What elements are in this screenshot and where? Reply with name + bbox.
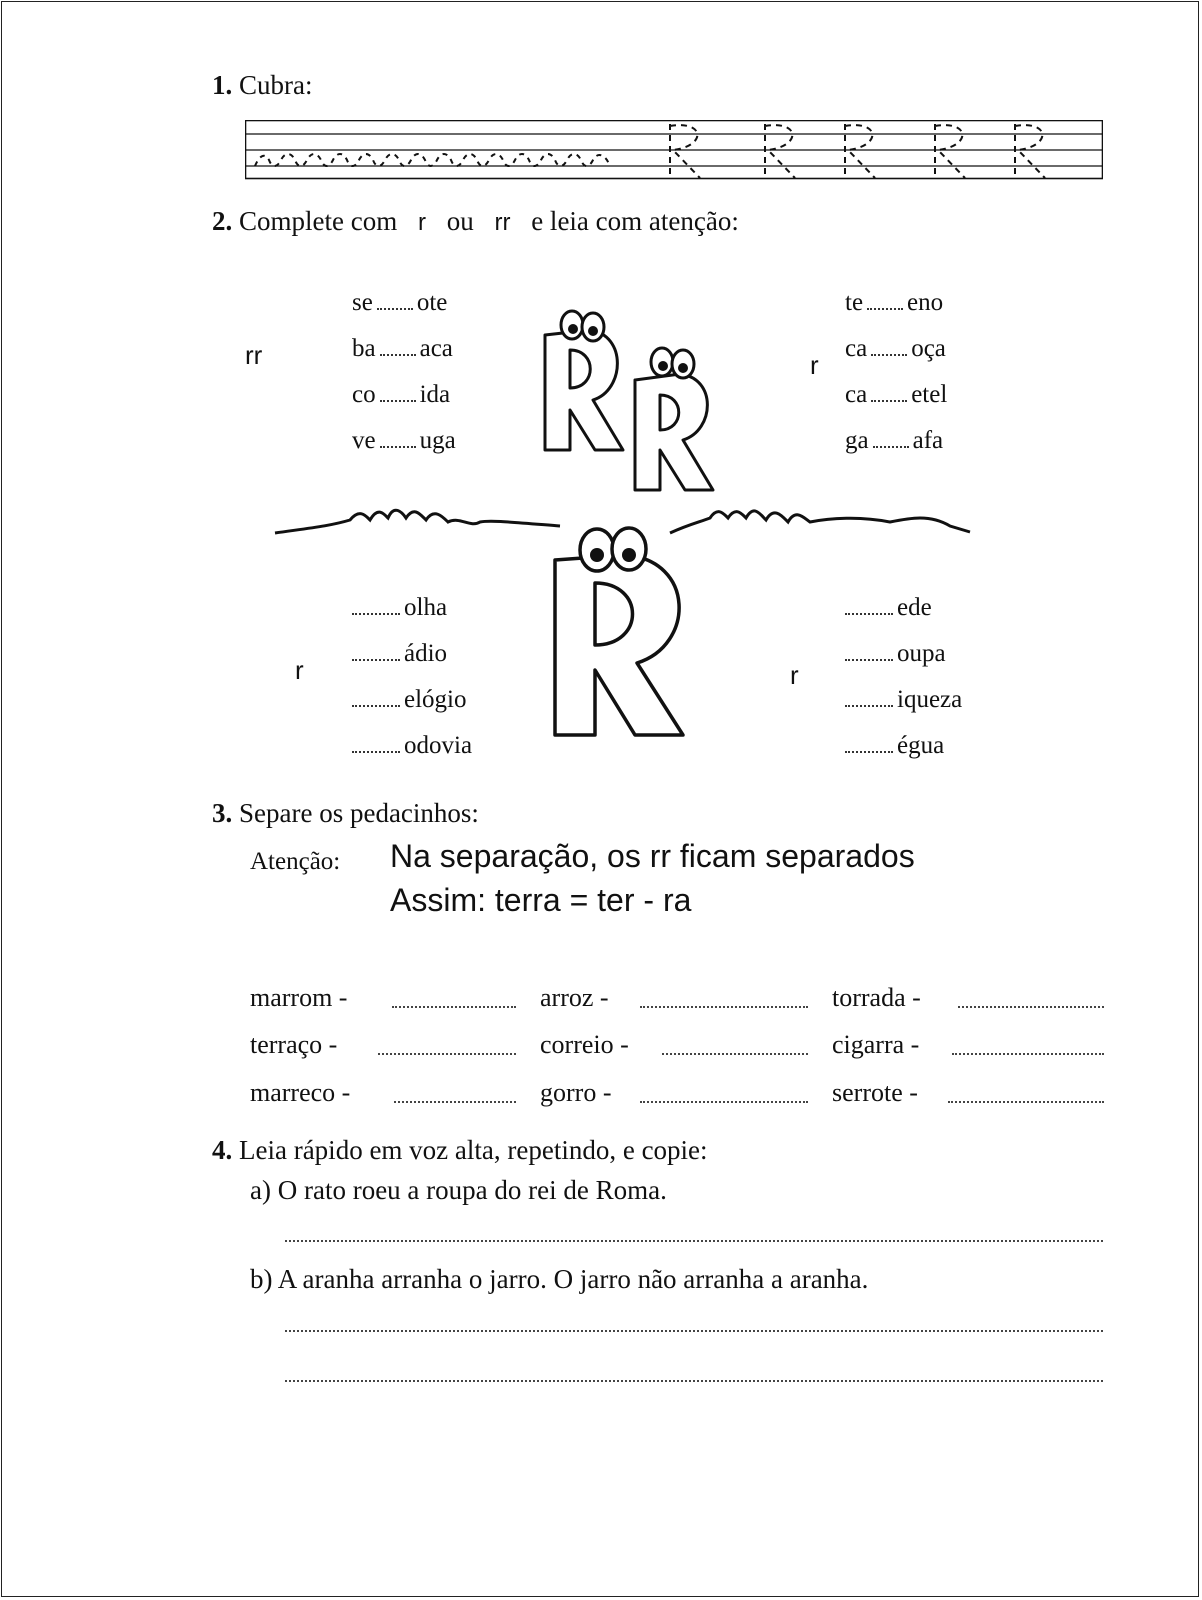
word-item: iqueza [845,677,962,723]
word-item: égua [845,723,962,769]
top-left-word-list [352,280,456,464]
exercise-3-heading [212,798,479,829]
copy-line[interactable] [285,1380,1103,1382]
syllable-word: correio - [540,1030,629,1059]
marker-r: r [790,660,799,690]
marker-r: r [295,655,304,685]
syllable-word: gorro - [540,1078,612,1107]
syllable-word: marreco - [250,1078,351,1107]
top-right-word-list [845,280,947,464]
word-item: ede [845,585,962,631]
dotted-cursive-pattern [255,154,609,166]
answer-line[interactable] [640,1101,808,1103]
bottom-left-word-list [352,585,472,769]
word-item: ca etel [845,381,948,408]
page-frame [1,1,1199,1597]
word-item: olha [352,585,472,631]
dotted-letter-r-group [670,124,1045,178]
word-item: ádio [352,631,472,677]
sentence-a: a) O rato roeu a roupa do rei de Roma. [250,1175,667,1205]
attention-label: Atenção: [250,848,341,875]
intro-text: e leia com atenção: [531,206,739,236]
marker-rr: rr [245,340,263,370]
exercise-label: Leia rápido em voz alta, repetindo, e copie: [239,1135,708,1165]
word-item: co ida [352,381,451,408]
answer-line[interactable] [640,1006,808,1008]
syllable-word: serrote - [832,1078,918,1107]
exercise-2-heading [212,206,739,237]
answer-line[interactable] [392,1006,516,1008]
attention-example: Assim: terra = ter - ra [390,882,692,918]
tracing-lines [245,120,1103,182]
big-letter-r-character [545,515,705,745]
answer-line[interactable] [662,1053,808,1055]
exercise-4-heading [212,1135,708,1166]
word-item: oupa [845,631,962,677]
answer-line[interactable] [394,1101,516,1103]
answer-line[interactable] [958,1006,1104,1008]
letter-rr: rr [494,209,511,236]
exercise-label: Cubra: [239,70,313,100]
syllable-word: cigarra - [832,1030,920,1059]
copy-line[interactable] [285,1330,1103,1332]
syllable-word: torrada - [832,983,921,1012]
copy-line[interactable] [285,1240,1103,1242]
word-item: se ote [352,289,448,316]
answer-line[interactable] [948,1101,1104,1103]
word-item: ga afa [845,427,944,454]
letter-r-characters-illustration [535,300,750,495]
word-item: ca oça [845,335,946,362]
exercise-1-heading [212,70,313,101]
exercise-number: 4. [212,1135,233,1165]
word-item: odovia [352,723,472,769]
sentence-b: b) A aranha arranha o jarro. O jarro não arranha a aranha. [250,1264,869,1294]
marker-r: r [810,350,819,380]
exercise-number: 2. [212,206,233,236]
syllable-word: terraço - [250,1030,338,1059]
exercise-number: 3. [212,798,233,828]
word-item: ba aca [352,335,453,362]
letter-r: r [417,209,426,236]
word-item: te eno [845,289,944,316]
intro-text: Complete com [239,206,398,236]
exercise-number: 1. [212,70,233,100]
attention-rule: Na separação, os rr ficam separados [390,838,915,874]
bottom-right-word-list [845,585,962,769]
syllable-word: arroz - [540,983,609,1012]
word-item: ve uga [352,427,456,454]
word-item: elógio [352,677,472,723]
exercise-label: Separe os pedacinhos: [239,798,479,828]
answer-line[interactable] [952,1053,1104,1055]
answer-line[interactable] [378,1053,516,1055]
syllable-word: marrom - [250,983,348,1012]
intro-text: ou [446,206,474,236]
